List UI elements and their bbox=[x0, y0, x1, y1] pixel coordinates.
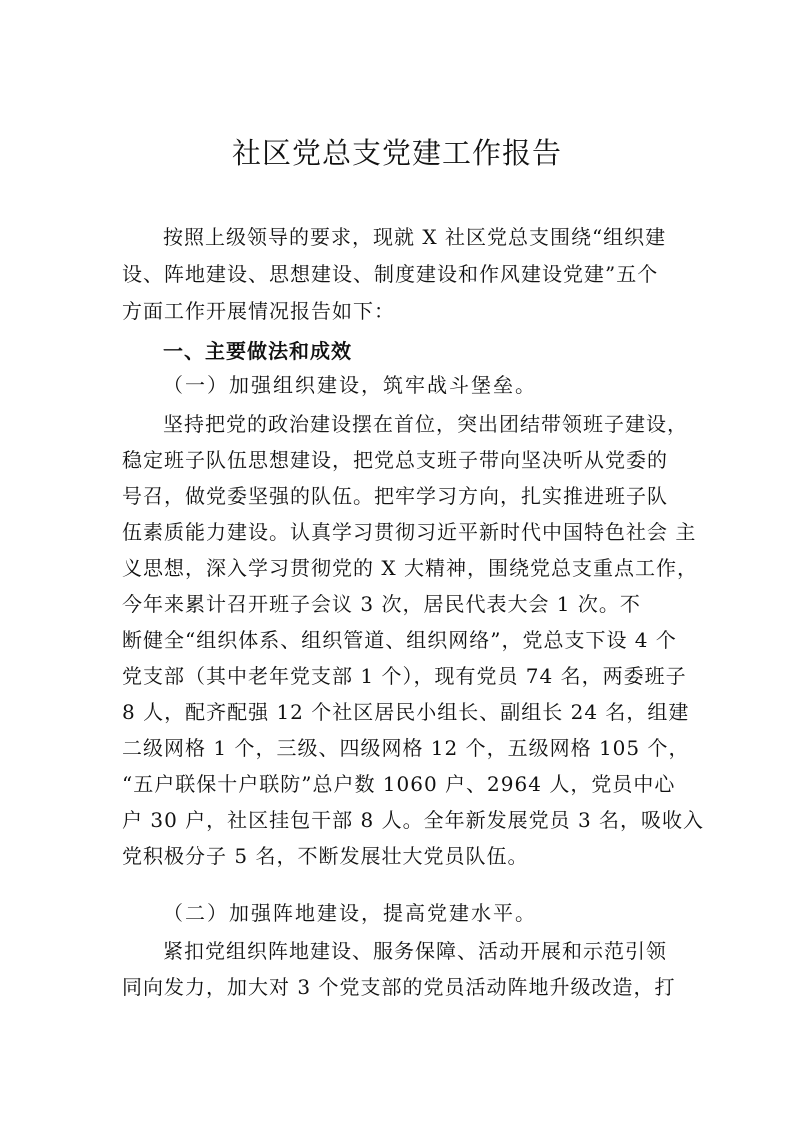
paragraph-line: 8 人，配齐配强 12 个社区居民小组长、副组长 24 名，组建 bbox=[122, 700, 690, 724]
paragraph-line: 伍素质能力建设。认真学习贯彻习近平新时代中国特色社会 主 bbox=[122, 520, 697, 544]
paragraph-line: 断健全“组织体系、组织管道、组织网络”，党总支下设 4 个 bbox=[122, 628, 677, 652]
paragraph-line: 义思想，深入学习贯彻党的 X 大精神，围绕党总支重点工作， bbox=[122, 556, 698, 580]
paragraph-line: 方面工作开展情况报告如下： bbox=[122, 299, 395, 323]
paragraph-line: 二级网格 1 个，三级、四级网格 12 个，五级网格 105 个， bbox=[122, 736, 690, 760]
paragraph-line: 户 30 户，社区挂包干部 8 人。全年新发展党员 3 名，吸收入 bbox=[122, 808, 705, 832]
document-title: 社区党总支党建工作报告 bbox=[231, 136, 562, 170]
section-heading: 一、主要做法和成效 bbox=[163, 339, 352, 363]
paragraph-line: 坚持把党的政治建设摆在首位，突出团结带领班子建设， bbox=[163, 412, 688, 436]
paragraph-line: 党支部（其中老年党支部 1 个），现有党员 74 名，两委班子 bbox=[122, 664, 687, 688]
paragraph-line: “五户联保十户联防”总户数 1060 户、2964 人，党员中心 bbox=[122, 772, 676, 796]
paragraph-line: 设、阵地建设、思想建设、制度建设和作风建设党建”五个 bbox=[122, 262, 659, 286]
subsection-heading: （二）加强阵地建设，提高党建水平。 bbox=[163, 901, 537, 925]
paragraph-line: 紧扣党组织阵地建设、服务保障、活动开展和示范引领 bbox=[163, 939, 667, 963]
subsection-heading: （一）加强组织建设，筑牢战斗堡垒。 bbox=[163, 373, 537, 397]
paragraph-line: 按照上级领导的要求，现就 X 社区党总支围绕“组织建 bbox=[163, 225, 667, 249]
paragraph-line: 今年来累计召开班子会议 3 次，居民代表大会 1 次。不 bbox=[122, 592, 641, 616]
paragraph-line: 同向发力，加大对 3 个党支部的党员活动阵地升级改造，打 bbox=[122, 975, 676, 999]
paragraph-line: 号召，做党委坚强的队伍。把牢学习方向，扎实推进班子队 bbox=[122, 484, 668, 508]
paragraph-line: 稳定班子队伍思想建设，把党总支班子带向坚决听从党委的 bbox=[122, 448, 668, 472]
paragraph-line: 党积极分子 5 名，不断发展壮大党员队伍。 bbox=[122, 844, 529, 868]
